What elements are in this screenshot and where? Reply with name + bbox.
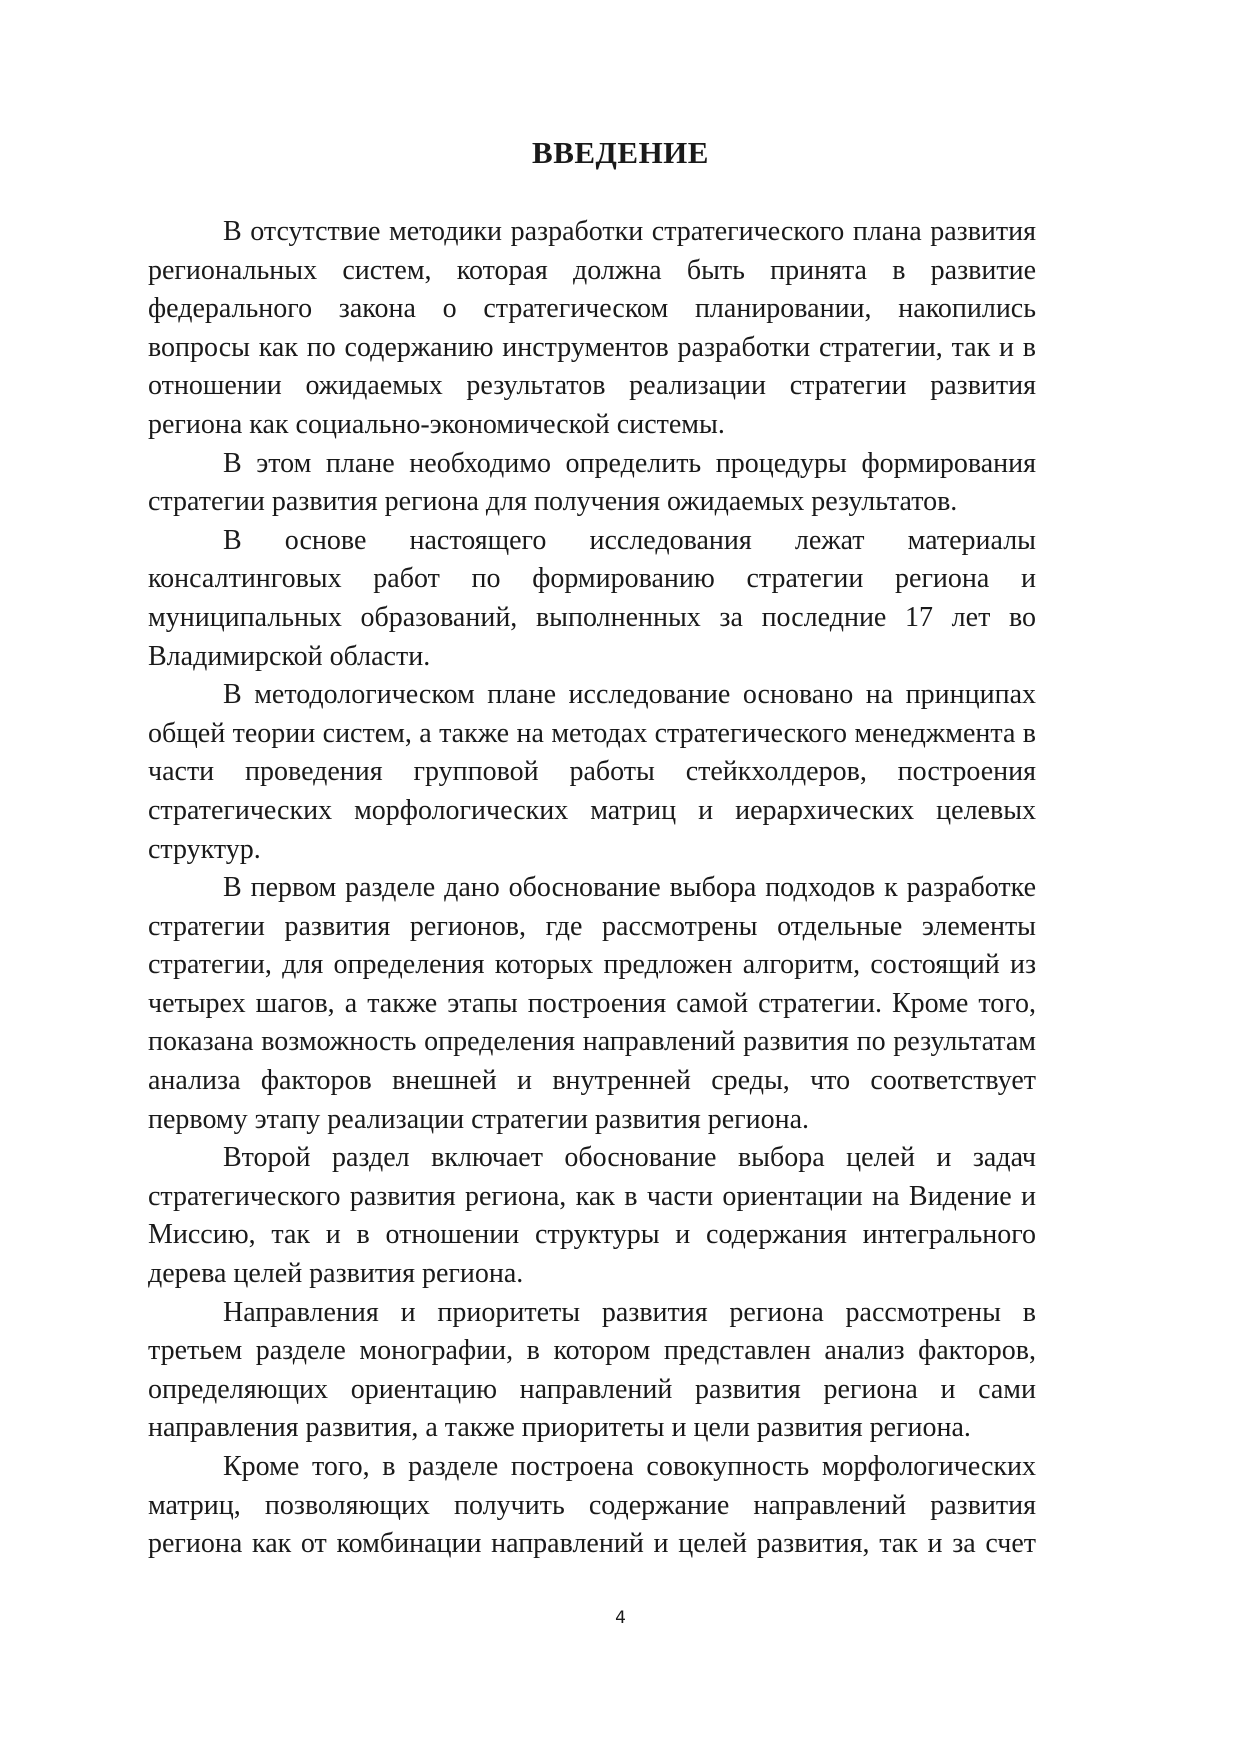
paragraph: В первом разделе дано обоснование выбора подходов к разработке стратегии развития регионов, где рассмотрены отдельные элементы стратегии, для определения которых предложен алгоритм, состоящий из четырех шагов, а также этапы построения самой стратегии. Кроме того, показана возможность определения направлений развития по результатам анализа факторов внешней и внутренней среды, что соответствует первому этапу реализации стратегии развития региона. (148, 872, 1036, 1135)
paragraph-last: Кроме того, в разделе построена совокупность морфологических матриц, позволяющих получить содержание направлений развития региона как от комбинации направлений и целей развития, так и за счет (148, 1451, 1036, 1560)
paragraph: В этом плане необходимо определить процедуры формирования стратегии развития региона для получения ожидаемых результатов. (148, 447, 1036, 518)
paragraph: Направления и приоритеты развития региона рассмотрены в третьем разделе монографии, в котором представлен анализ факторов, определяющих ориентацию направлений развития региона и сами направления развития, а также приоритеты и цели развития региона. (148, 1296, 1036, 1444)
paragraph: В методологическом плане исследование основано на принципах общей теории систем, а также на методах стратегического менеджмента в части проведения групповой работы стейкхолдеров, построения стратегических морфологических матриц и иерархических целевых структур. (148, 679, 1036, 865)
page-title: ВВЕДЕНИЕ (532, 135, 709, 170)
paragraph: В основе настоящего исследования лежат материалы консалтинговых работ по формированию стратегии региона и муниципальных образований, выполненных за последние 17 лет во Владимирской области. (148, 524, 1036, 672)
paragraph: В отсутствие методики разработки стратегического плана развития региональных систем, которая должна быть принята в развитие федерального закона о стратегическом планировании, накопились вопросы как по содержанию инструментов разработки стратегии, так и в отношении ожидаемых результатов реализации стратегии развития региона как социально-экономической системы. (148, 216, 1036, 440)
paragraph: Второй раздел включает обоснование выбора целей и задач стратегического развития региона, как в части ориентации на Видение и Миссию, так и в отношении структуры и содержания интегрального дерева целей развития региона. (148, 1142, 1036, 1290)
body-text (148, 213, 1036, 1564)
page-number: 4 (615, 1608, 626, 1628)
